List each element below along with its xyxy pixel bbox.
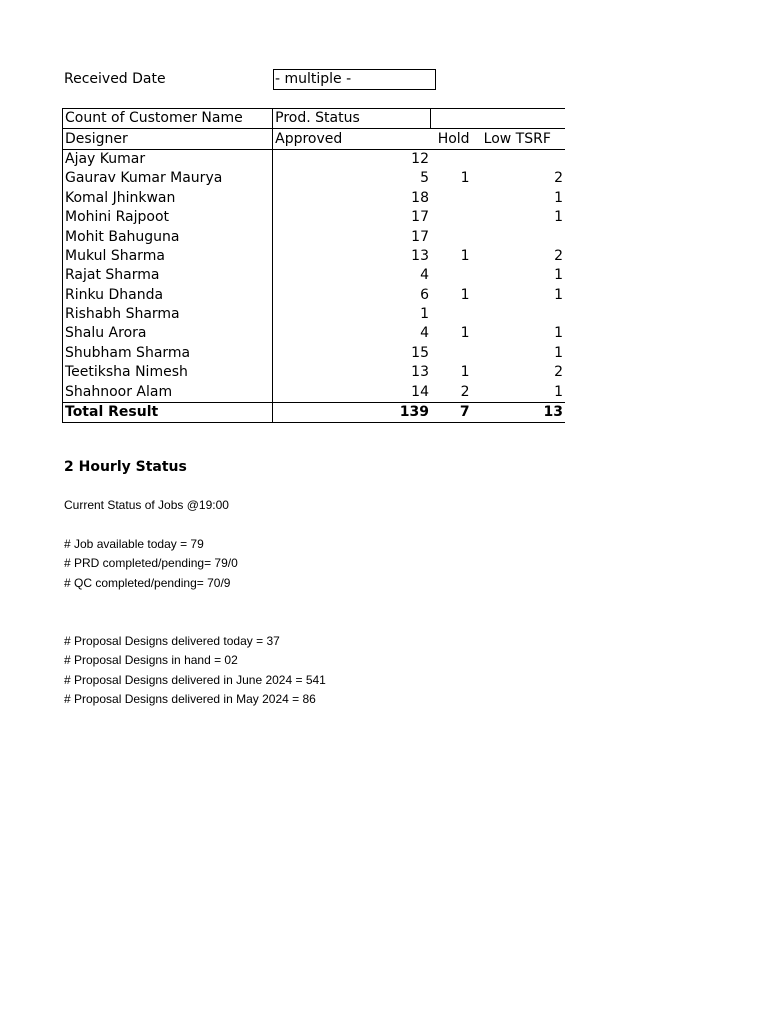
designer-name: Gaurav Kumar Maurya (63, 169, 273, 188)
low-tsrf-count: 1 (554, 383, 563, 400)
column-header-low-tsrf: Low TSRF (472, 129, 565, 149)
approved-count: 4 (420, 325, 429, 342)
designer-name: Rajat Sharma (63, 266, 273, 285)
hold-count (431, 208, 472, 227)
table-row (63, 382, 566, 402)
low-tsrf-count: 1 (554, 344, 563, 361)
approved-count: 15 (411, 344, 429, 361)
section-title: 2 Hourly Status (64, 459, 187, 475)
approved-count: 13 (411, 247, 429, 264)
total-low-tsrf: 13 (472, 402, 565, 422)
designer-name: Shahnoor Alam (63, 382, 273, 402)
pivot-header-row-1 (63, 109, 566, 129)
total-row (63, 402, 566, 422)
designer-name: Komal Jhinkwan (63, 189, 273, 208)
column-header-hold: Hold (431, 129, 472, 149)
jobs-available-text: # Job available today = 79 (64, 537, 204, 551)
column-header-approved: Approved (273, 129, 431, 149)
proposal-today-text: # Proposal Designs delivered today = 37 (64, 634, 280, 648)
table-row (63, 149, 566, 169)
low-tsrf-count: 2 (554, 170, 563, 187)
total-hold: 7 (431, 402, 472, 422)
hold-count (431, 305, 472, 324)
low-tsrf-count: 2 (554, 247, 563, 264)
pivot-table (62, 108, 565, 423)
approved-count: 4 (420, 267, 429, 284)
table-row (63, 266, 566, 285)
row-field-button[interactable]: Designer (63, 129, 273, 149)
total-approved: 139 (273, 402, 431, 422)
hold-count: 1 (460, 170, 470, 187)
approved-count: 18 (411, 189, 429, 206)
low-tsrf-count: 2 (554, 364, 563, 381)
qc-status-text: # QC completed/pending= 70/9 (64, 576, 231, 590)
hold-count (431, 149, 472, 169)
approved-count: 6 (420, 286, 429, 303)
table-row (63, 286, 566, 305)
hold-count (431, 266, 472, 285)
current-status-text: Current Status of Jobs @19:00 (64, 498, 229, 512)
table-row (63, 227, 566, 246)
designer-name: Shalu Arora (63, 324, 273, 343)
low-tsrf-count (472, 227, 565, 246)
hold-count (431, 189, 472, 208)
hold-count: 1 (460, 286, 470, 303)
approved-count: 14 (411, 383, 429, 400)
approved-count: 12 (273, 149, 431, 169)
table-row (63, 324, 566, 343)
approved-count: 1 (420, 306, 429, 323)
table-row (63, 189, 566, 208)
table-row (63, 363, 566, 382)
received-date-filter[interactable]: - multiple - (273, 69, 436, 90)
hold-count: 1 (460, 247, 470, 264)
low-tsrf-count: 1 (554, 209, 563, 226)
designer-name: Shubham Sharma (63, 344, 273, 363)
designer-name: Mukul Sharma (63, 247, 273, 266)
low-tsrf-count: 1 (554, 189, 563, 206)
designer-name: Rinku Dhanda (63, 286, 273, 305)
hold-count (431, 227, 472, 246)
designer-name: Mohit Bahuguna (63, 227, 273, 246)
table-row (63, 169, 566, 188)
hold-count: 2 (460, 383, 470, 400)
prd-status-text: # PRD completed/pending= 79/0 (64, 556, 238, 570)
proposal-may-text: # Proposal Designs delivered in May 2024 = 86 (64, 692, 316, 706)
designer-name: Ajay Kumar (63, 149, 273, 169)
column-field-button[interactable]: Prod. Status (273, 109, 431, 129)
designer-name: Rishabh Sharma (63, 305, 273, 324)
table-row (63, 208, 566, 227)
pivot-header-row-2 (63, 129, 566, 149)
low-tsrf-count: 1 (554, 286, 563, 303)
low-tsrf-count: 1 (554, 325, 563, 342)
approved-count: 5 (420, 170, 429, 187)
low-tsrf-count (472, 149, 565, 169)
table-row (63, 344, 566, 363)
pivot-corner-label: Count of Customer Name (63, 109, 273, 129)
approved-count: 17 (411, 228, 429, 245)
approved-count: 17 (411, 209, 429, 226)
table-row (63, 247, 566, 266)
table-row (63, 305, 566, 324)
total-label: Total Result (63, 402, 273, 422)
hold-count: 1 (460, 364, 470, 381)
proposal-june-text: # Proposal Designs delivered in June 2024 = 541 (64, 673, 326, 687)
proposal-in-hand-text: # Proposal Designs in hand = 02 (64, 653, 238, 667)
low-tsrf-count: 1 (554, 267, 563, 284)
header-blank-cell (431, 109, 565, 129)
hold-count: 1 (460, 325, 470, 342)
designer-name: Mohini Rajpoot (63, 208, 273, 227)
received-date-label: Received Date (64, 71, 166, 87)
hold-count (431, 344, 472, 363)
designer-name: Teetiksha Nimesh (63, 363, 273, 382)
approved-count: 13 (411, 364, 429, 381)
low-tsrf-count (472, 305, 565, 324)
